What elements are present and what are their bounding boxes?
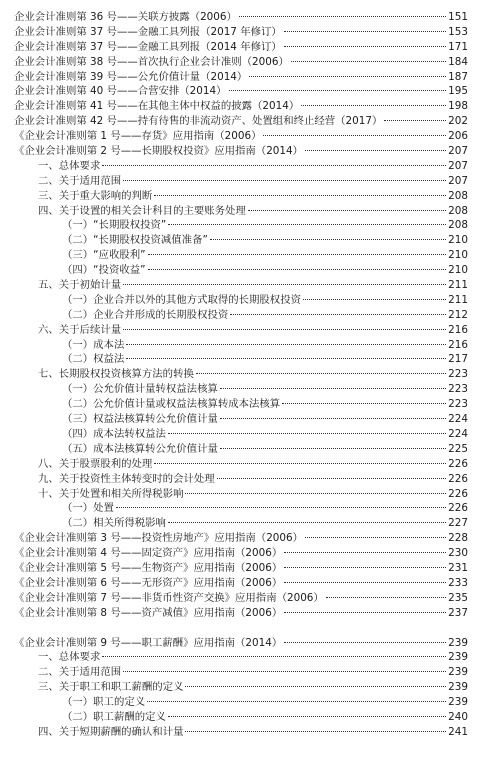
toc-entry-title: （一）“长期股权投资” [62,219,167,232]
dot-leader [168,224,446,225]
toc-entry-page-number: 153 [448,25,468,38]
dot-leader [248,210,446,211]
toc-entry-title: 《企业会计准则第 2 号——长期股权投资》应用指南（2014） [14,145,304,158]
dot-leader [126,344,446,345]
toc-entry-page-number: 239 [448,696,468,709]
toc-entry-title: 八、关于股票股利的处理 [38,457,153,470]
toc-entry-page-number: 198 [448,100,468,113]
toc-entry-page-number: 233 [448,576,468,589]
dot-leader [185,686,446,687]
dot-leader [229,90,446,91]
toc-entry-title: （二）企业合并形成的长期股权投资 [62,308,229,321]
table-of-contents [14,10,468,740]
dot-leader [168,716,446,717]
toc-entry-title: 五、关于初始计量 [38,279,122,292]
toc-entry[interactable] [14,204,468,219]
toc-entry[interactable] [14,725,468,740]
dot-leader [230,314,446,315]
toc-entry-page-number: 207 [448,159,468,172]
toc-entry-page-number: 208 [448,189,468,202]
toc-entry-page-number: 171 [448,40,468,53]
toc-entry-title: 《企业会计准则第 7 号——非货币性资产交换》应用指南（2006） [14,591,324,604]
dot-leader [123,671,446,672]
toc-entry-title: 九、关于投资性主体转变时的会计处理 [38,472,215,485]
toc-entry[interactable] [14,293,468,308]
toc-entry-title: （一）公允价值计量转权益法核算 [62,383,218,396]
toc-entry-title: （一）企业合并以外的其他方式取得的长期股权投资 [62,293,301,306]
toc-entry-page-number: 224 [448,427,468,440]
toc-entry-page-number: 210 [448,234,468,247]
toc-entry-page-number: 223 [448,383,468,396]
toc-entry[interactable] [14,576,468,591]
toc-entry[interactable] [14,695,468,710]
toc-entry[interactable] [14,218,468,233]
dot-leader [126,358,446,359]
toc-entry[interactable] [14,546,468,561]
toc-entry[interactable] [14,308,468,323]
toc-entry-page-number: 207 [448,145,468,158]
toc-entry[interactable] [14,561,468,576]
toc-entry[interactable] [14,397,468,412]
toc-entry-title: 企业会计准则第 38 号——首次执行企业会计准则（2006） [14,55,289,68]
toc-entry[interactable] [14,680,468,695]
dot-leader [284,582,446,583]
dot-leader [220,388,446,389]
toc-entry-title: 《企业会计准则第 4 号——固定资产》应用指南（2006） [14,547,283,560]
dot-leader [301,105,446,106]
toc-entry-page-number: 206 [448,130,468,143]
toc-entry-page-number: 210 [448,264,468,277]
dot-leader [196,373,446,374]
toc-entry-title: 三、关于职工和职工薪酬的定义 [38,681,184,694]
toc-entry-title: 《企业会计准则第 8 号——资产减值》应用指南（2006） [14,606,283,619]
toc-entry-page-number: 237 [448,606,468,619]
dot-leader [249,76,446,77]
toc-entry-title: （一）职工的定义 [62,696,146,709]
toc-entry-title: 《企业会计准则第 9 号——职工薪酬》应用指南（2014） [14,636,283,649]
toc-entry-title: 《企业会计准则第 1 号——存货》应用指南（2006） [14,130,262,143]
dot-leader [148,254,447,255]
toc-entry-page-number: 208 [448,204,468,217]
toc-entry[interactable] [14,278,468,293]
dot-leader [154,195,446,196]
toc-entry[interactable] [14,352,468,367]
toc-entry-page-number: 240 [448,710,468,723]
dot-leader [185,731,446,732]
toc-entry-page-number: 226 [448,457,468,470]
toc-entry[interactable] [14,427,468,442]
toc-entry-page-number: 216 [448,323,468,336]
toc-entry-title: （四）成本法转权益法 [62,427,166,440]
toc-entry-page-number: 227 [448,517,468,530]
toc-entry-page-number: 231 [448,561,468,574]
toc-entry-page-number: 187 [448,70,468,83]
dot-leader [217,478,446,479]
toc-entry[interactable] [14,189,468,204]
dot-leader [220,448,446,449]
dot-leader [282,403,446,404]
toc-entry[interactable] [14,10,468,25]
toc-entry-title: 六、关于后续计量 [38,323,122,336]
toc-entry-page-number: 228 [448,532,468,545]
toc-entry-page-number: 226 [448,502,468,515]
toc-entry[interactable] [14,248,468,263]
toc-entry-page-number: 211 [448,279,468,292]
toc-entry[interactable] [14,338,468,353]
toc-entry[interactable] [14,174,468,189]
toc-entry[interactable] [14,129,468,144]
toc-entry[interactable] [14,25,468,40]
dot-leader [284,552,446,553]
dot-leader [284,31,446,32]
toc-entry-title: 企业会计准则第 37 号——金融工具列报（2017 年修订） [14,25,282,38]
toc-entry-page-number: 226 [448,472,468,485]
toc-entry-page-number: 230 [448,547,468,560]
dot-leader [284,46,446,47]
toc-entry-title: 《企业会计准则第 6 号——无形资产》应用指南（2006） [14,576,283,589]
toc-entry[interactable] [14,501,468,516]
toc-entry-page-number: 208 [448,219,468,232]
toc-entry-page-number: 211 [448,293,468,306]
toc-entry-title: 十、关于处置和相关所得税影响 [38,487,184,500]
dot-leader [185,493,446,494]
dot-leader [147,701,446,702]
toc-entry[interactable] [14,487,468,502]
toc-entry-page-number: 226 [448,487,468,500]
toc-entry[interactable] [14,84,468,99]
dot-leader [102,656,446,657]
toc-entry-title: 企业会计准则第 39 号——公允价值计量（2014） [14,70,248,83]
toc-entry-page-number: 239 [448,666,468,679]
toc-entry-title: 一、总体要求 [38,651,101,664]
toc-entry-title: 企业会计准则第 40 号——合营安排（2014） [14,85,227,98]
dot-leader [210,239,446,240]
dot-leader [123,180,446,181]
toc-entry-page-number: 195 [448,85,468,98]
toc-entry[interactable] [14,263,468,278]
toc-entry-title: （二）权益法 [62,353,125,366]
toc-entry-page-number: 212 [448,308,468,321]
toc-entry-page-number: 239 [448,681,468,694]
toc-entry-title: （二）公允价值计量或权益法核算转成本法核算 [62,398,281,411]
dot-leader [305,537,446,538]
toc-entry-title: 四、关于短期薪酬的确认和计量 [38,725,184,738]
dot-leader [154,463,446,464]
dot-leader [168,433,446,434]
toc-entry-title: （四）“投资收益” [62,264,146,277]
dot-leader [123,329,446,330]
toc-entry-page-number: 224 [448,413,468,426]
toc-entry-title: 企业会计准则第 41 号——在其他主体中权益的披露（2014） [14,100,300,113]
toc-entry[interactable] [14,367,468,382]
toc-entry[interactable] [14,442,468,457]
toc-entry[interactable] [14,472,468,487]
toc-entry[interactable] [14,382,468,397]
toc-entry[interactable] [14,144,468,159]
toc-entry-page-number: 216 [448,338,468,351]
dot-leader [284,567,446,568]
dot-leader [305,150,446,151]
toc-entry[interactable] [14,159,468,174]
toc-entry-title: （二）相关所得税影响 [62,517,166,530]
toc-entry[interactable] [14,591,468,606]
dot-leader [326,597,446,598]
toc-entry-page-number: 210 [448,249,468,262]
dot-leader [102,165,446,166]
toc-entry[interactable] [14,710,468,725]
dot-leader [116,507,446,508]
toc-entry-title: 二、关于适用范围 [38,666,122,679]
toc-entry[interactable] [14,516,468,531]
toc-entry-page-number: 241 [448,725,468,738]
toc-entry-title: （五）成本法核算转公允价值计量 [62,442,218,455]
toc-entry-title: 三、关于重大影响的判断 [38,189,153,202]
toc-entry-title: （一）处置 [62,502,114,515]
dot-leader [291,61,446,62]
toc-entry[interactable] [14,233,468,248]
dot-leader [148,269,447,270]
toc-entry[interactable] [14,650,468,665]
toc-entry[interactable] [14,636,468,651]
toc-entry-title: 七、长期股权投资核算方法的转换 [38,368,194,381]
toc-entry[interactable] [14,99,468,114]
toc-entry-title: 《企业会计准则第 3 号——投资性房地产》应用指南（2006） [14,532,304,545]
toc-entry-title: 四、关于设置的相关会计科目的主要账务处理 [38,204,246,217]
toc-entry-page-number: 239 [448,651,468,664]
dot-leader [384,120,446,121]
dot-leader [239,16,446,17]
toc-entry[interactable] [14,665,468,680]
toc-entry-page-number: 202 [448,115,468,128]
toc-entry-title: 企业会计准则第 42 号——持有待售的非流动资产、处置组和终止经营（2017） [14,115,383,128]
toc-entry-title: （三）“应收股利” [62,249,146,262]
toc-entry-page-number: 223 [448,398,468,411]
dot-leader [303,299,446,300]
dot-leader [284,642,446,643]
toc-entry-page-number: 217 [448,353,468,366]
toc-entry[interactable] [14,114,468,129]
toc-entry-page-number: 207 [448,174,468,187]
toc-entry-title: （二）职工薪酬的定义 [62,710,166,723]
toc-entry-title: 二、关于适用范围 [38,174,122,187]
dot-leader [263,135,446,136]
toc-entry-page-number: 151 [448,11,468,23]
toc-entry[interactable] [14,412,468,427]
dot-leader [220,418,446,419]
toc-entry[interactable] [14,70,468,85]
toc-entry[interactable] [14,55,468,70]
toc-entry[interactable] [14,531,468,546]
toc-entry[interactable] [14,323,468,338]
toc-entry-title: （二）“长期股权投资减值准备” [62,234,208,247]
toc-entry[interactable] [14,40,468,55]
toc-entry-title: （一）成本法 [62,338,125,351]
dot-leader [284,612,446,613]
toc-entry[interactable] [14,606,468,621]
toc-entry-page-number: 225 [448,442,468,455]
toc-entry-title: 企业会计准则第 37 号——金融工具列报（2014 年修订） [14,40,282,53]
toc-entry-title: 企业会计准则第 36 号——关联方披露（2006） [14,11,237,23]
toc-entry-page-number: 239 [448,636,468,649]
toc-entry-page-number: 184 [448,55,468,68]
toc-entry-title: （三）权益法核算转公允价值计量 [62,413,218,426]
toc-entry-page-number: 223 [448,368,468,381]
dot-leader [168,522,446,523]
toc-entry[interactable] [14,457,468,472]
toc-entry-title: 《企业会计准则第 5 号——生物资产》应用指南（2006） [14,561,283,574]
toc-entry-page-number: 235 [448,591,468,604]
dot-leader [123,284,446,285]
toc-entry-title: 一、总体要求 [38,159,101,172]
